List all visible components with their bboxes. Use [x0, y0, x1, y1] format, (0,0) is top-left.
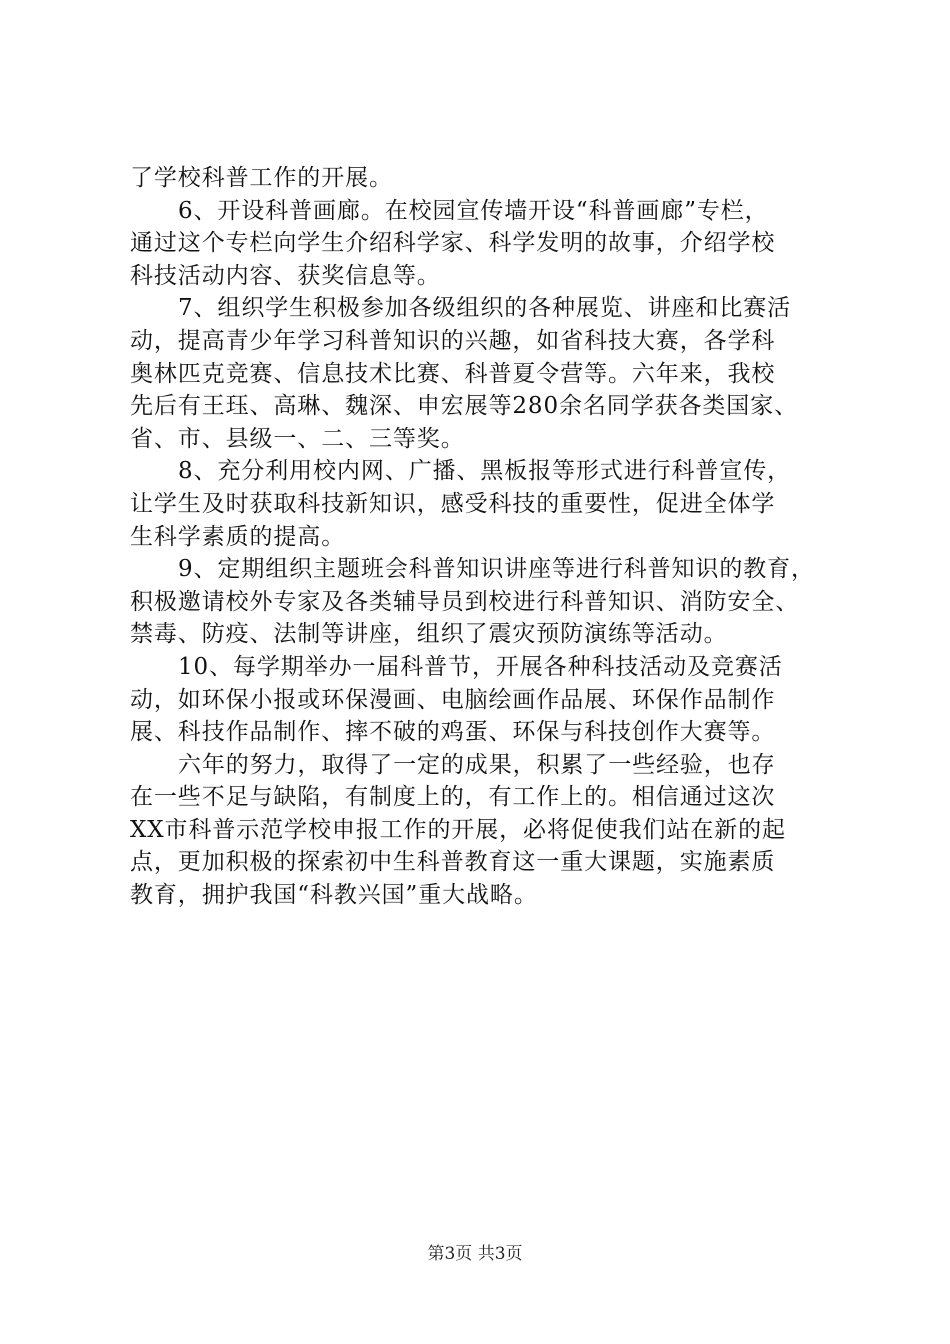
paragraph-10-start: 10、每学期举办一届科普节，开展各种科技活动及竞赛活 — [178, 653, 783, 680]
text-line: XX市科普示范学校申报工作的开展，必将促使我们站在新的起 — [130, 816, 786, 843]
text-line: 展、科技作品制作、摔不破的鸡蛋、环保与科技创作大赛等。 — [130, 719, 776, 746]
text-line: 先后有王珏、高琳、魏深、申宏展等280余名同学获各类国家、 — [130, 393, 798, 420]
page-number-footer: 第3页 共3页 — [427, 1244, 523, 1264]
text-line: 奥林匹克竞赛、信息技术比赛、科普夏令营等。六年来，我校 — [130, 360, 776, 387]
document-body — [130, 162, 830, 912]
text-line: 动，如环保小报或环保漫画、电脑绘画作品展、环保作品制作 — [130, 686, 776, 713]
text-line: 动，提高青少年学习科普知识的兴趣，如省科技大赛，各学科 — [130, 327, 776, 354]
text-line: 科技活动内容、获奖信息等。 — [130, 262, 441, 289]
text-line: 积极邀请校外专家及各类辅导员到校进行科普知识、消防安全、 — [130, 588, 800, 615]
paragraph-7-start: 7、组织学生积极参加各级组织的各种展览、讲座和比赛活 — [178, 295, 792, 322]
text-line: 在一些不足与缺陷，有制度上的，有工作上的。相信通过这次 — [130, 784, 776, 811]
paragraph-9-start: 9、定期组织主题班会科普知识讲座等进行科普知识的教育， — [178, 556, 815, 583]
text-line: 禁毒、防疫、法制等讲座，组织了震灾预防演练等活动。 — [130, 621, 728, 648]
text-line: 省、市、县级一、二、三等奖。 — [130, 425, 465, 452]
text-line: 了学校科普工作的开展。 — [130, 165, 393, 191]
paragraph-6-start: 6、开设科普画廊。在校园宣传墙开设“科普画廊”专栏， — [178, 197, 769, 224]
text-line: 教育，拥护我国“科教兴国”重大战略。 — [130, 882, 538, 909]
text-line: 让学生及时获取科技新知识，感受科技的重要性，促进全体学 — [130, 490, 776, 517]
conclusion-paragraph-start: 六年的努力，取得了一定的成果，积累了一些经验，也存 — [178, 751, 776, 778]
text-line: 通过这个专栏向学生介绍科学家、科学发明的故事，介绍学校 — [130, 230, 776, 257]
paragraph-8-start: 8、充分利用校内网、广播、黑板报等形式进行科普宣传， — [178, 458, 792, 485]
text-line: 点，更加积极的探索初中生科普教育这一重大课题，实施素质 — [130, 849, 776, 876]
text-line: 生科学素质的提高。 — [130, 523, 346, 550]
